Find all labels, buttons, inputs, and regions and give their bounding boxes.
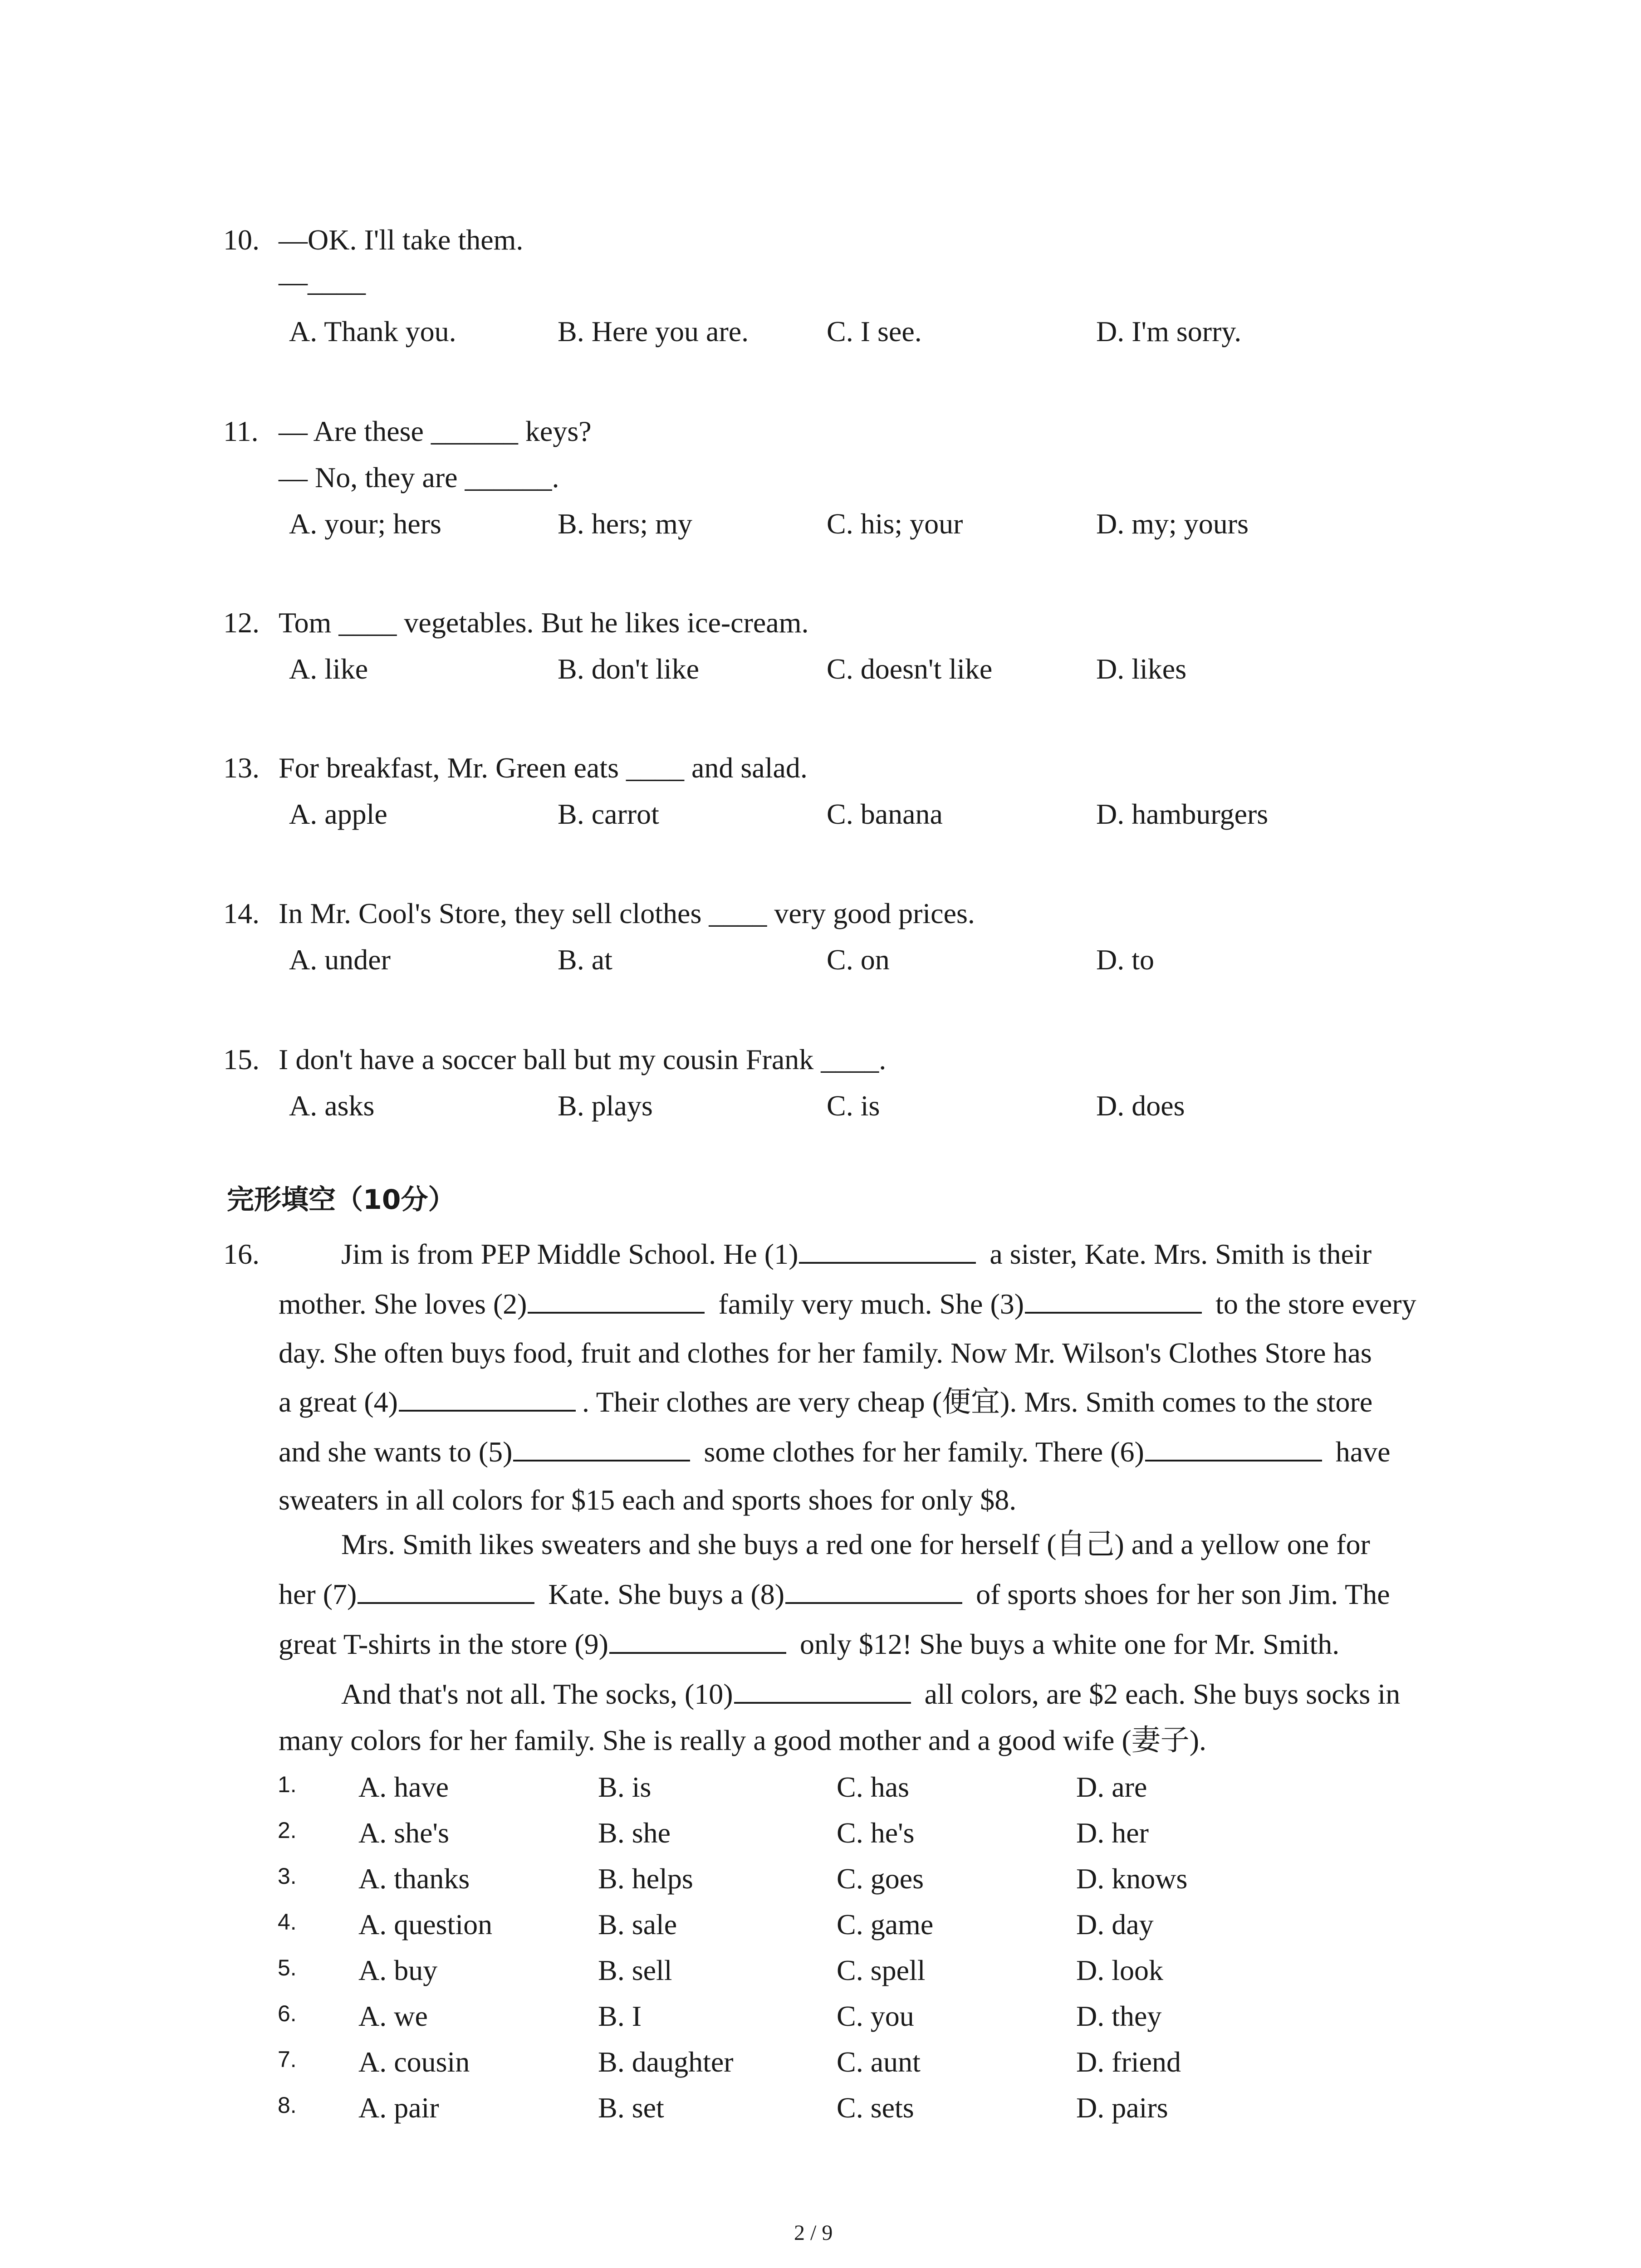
blank-2 [528, 1286, 705, 1314]
page-number: 2 / 9 [794, 2221, 833, 2245]
option-d: D. hamburgers [1096, 798, 1269, 830]
question-stem: —____ [279, 265, 366, 298]
section-title: 完形填空（10分） [227, 1184, 456, 1216]
question-number: 15. [223, 1043, 260, 1075]
question-11 [223, 408, 1494, 553]
passage-line: day. She often buys food, fruit and clothes for her family. Now Mr. Wilson's Clothes Store has [279, 1337, 1372, 1369]
question-stem: I don't have a soccer ball but my cousin Frank ____. [279, 1043, 887, 1075]
sub-question-number: 5. [278, 1955, 297, 1980]
question-number: 10. [223, 224, 260, 256]
option-a: A. we [358, 2000, 428, 2032]
sub-question-number: 1. [278, 1772, 297, 1797]
passage-line: Mrs. Smith likes sweaters and she buys a red one for herself (自己) and a yellow one for [341, 1528, 1370, 1560]
option-b: B. hers; my [558, 508, 692, 540]
passage-line: sweaters in all colors for $15 each and sports shoes for only $8. [279, 1484, 1017, 1516]
option-b: B. is [598, 1771, 652, 1803]
question-stem: —OK. I'll take them. [279, 224, 524, 256]
option-b: B. she [598, 1817, 671, 1849]
option-d: D. her [1076, 1817, 1149, 1849]
option-c: C. doesn't like [827, 653, 993, 685]
option-b: B. helps [598, 1862, 693, 1895]
option-d: D. does [1096, 1090, 1185, 1122]
blank-5 [513, 1433, 690, 1461]
blank-3 [1025, 1286, 1202, 1314]
option-d: D. pairs [1076, 2092, 1168, 2124]
blank-9 [609, 1626, 786, 1654]
option-b: B. sale [598, 1908, 677, 1941]
option-d: D. day [1076, 1908, 1154, 1941]
cloze-passage [223, 1229, 1471, 1774]
question-number: 16. [223, 1238, 260, 1270]
option-b: B. I [598, 2000, 642, 2032]
option-a: A. buy [358, 1954, 438, 1986]
blank-6 [1145, 1433, 1322, 1461]
passage-line: great T-shirts in the store (9) only $12! She buys a white one for Mr. Smith. [279, 1619, 1339, 1669]
question-stem: In Mr. Cool's Store, they sell clothes ____ very good prices. [279, 897, 975, 929]
sub-question-number: 7. [278, 2047, 297, 2072]
option-d: D. my; yours [1096, 508, 1249, 540]
option-c: C. his; your [827, 508, 963, 540]
question-stem: Tom ____ vegetables. But he likes ice-cream. [279, 606, 809, 639]
question-stem: For breakfast, Mr. Green eats ____ and salad. [279, 752, 808, 784]
option-b: B. don't like [558, 653, 699, 685]
option-d: D. I'm sorry. [1096, 315, 1242, 347]
question-13 [223, 745, 1494, 845]
question-number: 11. [223, 415, 259, 447]
option-a: A. thanks [358, 1862, 470, 1895]
option-a: A. she's [358, 1817, 449, 1849]
option-d: D. likes [1096, 653, 1187, 685]
passage-line: and she wants to (5) some clothes for her family. There (6) have [279, 1427, 1391, 1477]
passage-line: mother. She loves (2) family very much. She (3) to the store every [279, 1279, 1416, 1329]
option-a: A. your; hers [289, 508, 441, 540]
option-a: A. apple [289, 798, 387, 830]
passage-line: many colors for her family. She is really a good mother and a good wife (妻子). [279, 1724, 1207, 1756]
question-number: 12. [223, 606, 260, 639]
option-a: A. cousin [358, 2046, 470, 2078]
option-d: D. look [1076, 1954, 1163, 1986]
option-c: C. aunt [837, 2046, 921, 2078]
passage-line: a great (4) . Their clothes are very cheap (便宜). Mrs. Smith comes to the store [279, 1377, 1372, 1427]
option-b: B. sell [598, 1954, 672, 1986]
option-a: A. Thank you. [289, 315, 456, 347]
option-b: B. carrot [558, 798, 659, 830]
question-stem: — No, they are ______. [279, 461, 559, 494]
option-a: A. have [358, 1771, 449, 1803]
blank-4 [399, 1383, 576, 1412]
option-a: A. question [358, 1908, 493, 1941]
option-c: C. you [837, 2000, 914, 2032]
passage-line: her (7) Kate. She buys a (8) of sports shoes for her son Jim. The [279, 1569, 1390, 1619]
option-c: C. banana [827, 798, 943, 830]
question-15 [223, 1036, 1494, 1136]
option-b: B. plays [558, 1090, 653, 1122]
question-10 [223, 217, 1494, 362]
option-d: D. knows [1076, 1862, 1188, 1895]
option-c: C. spell [837, 1954, 926, 1986]
question-number: 13. [223, 752, 260, 784]
option-a: A. under [289, 943, 391, 976]
question-stem: — Are these ______ keys? [279, 415, 592, 447]
sub-question-number: 8. [278, 2092, 297, 2118]
sub-question-number: 3. [278, 1863, 297, 1889]
option-b: B. at [558, 943, 612, 976]
option-b: B. Here you are. [558, 315, 749, 347]
blank-1 [799, 1236, 976, 1264]
sub-question-number: 2. [278, 1818, 297, 1843]
option-d: D. to [1096, 943, 1154, 976]
blank-8 [785, 1576, 962, 1604]
option-c: C. on [827, 943, 890, 976]
option-c: C. goes [837, 1862, 924, 1895]
option-c: C. has [837, 1771, 909, 1803]
question-number: 14. [223, 897, 260, 929]
option-c: C. game [837, 1908, 934, 1941]
sub-question-number: 4. [278, 1909, 297, 1935]
passage-line: And that's not all. The socks, (10) all colors, are $2 each. She buys socks in [341, 1669, 1400, 1719]
sub-question-number: 6. [278, 2001, 297, 2026]
option-d: D. friend [1076, 2046, 1181, 2078]
option-a: A. pair [358, 2092, 439, 2124]
option-c: C. I see. [827, 315, 922, 347]
option-a: A. asks [289, 1090, 375, 1122]
option-a: A. like [289, 653, 368, 685]
blank-7 [358, 1576, 534, 1604]
question-14 [223, 890, 1494, 990]
passage-line: Jim is from PEP Middle School. He (1) a sister, Kate. Mrs. Smith is their [341, 1229, 1372, 1279]
option-b: B. set [598, 2092, 664, 2124]
blank-10 [734, 1676, 911, 1704]
option-d: D. they [1076, 2000, 1162, 2032]
option-c: C. is [827, 1090, 880, 1122]
option-d: D. are [1076, 1771, 1147, 1803]
option-c: C. he's [837, 1817, 915, 1849]
option-c: C. sets [837, 2092, 914, 2124]
option-b: B. daughter [598, 2046, 734, 2078]
question-12 [223, 600, 1494, 699]
